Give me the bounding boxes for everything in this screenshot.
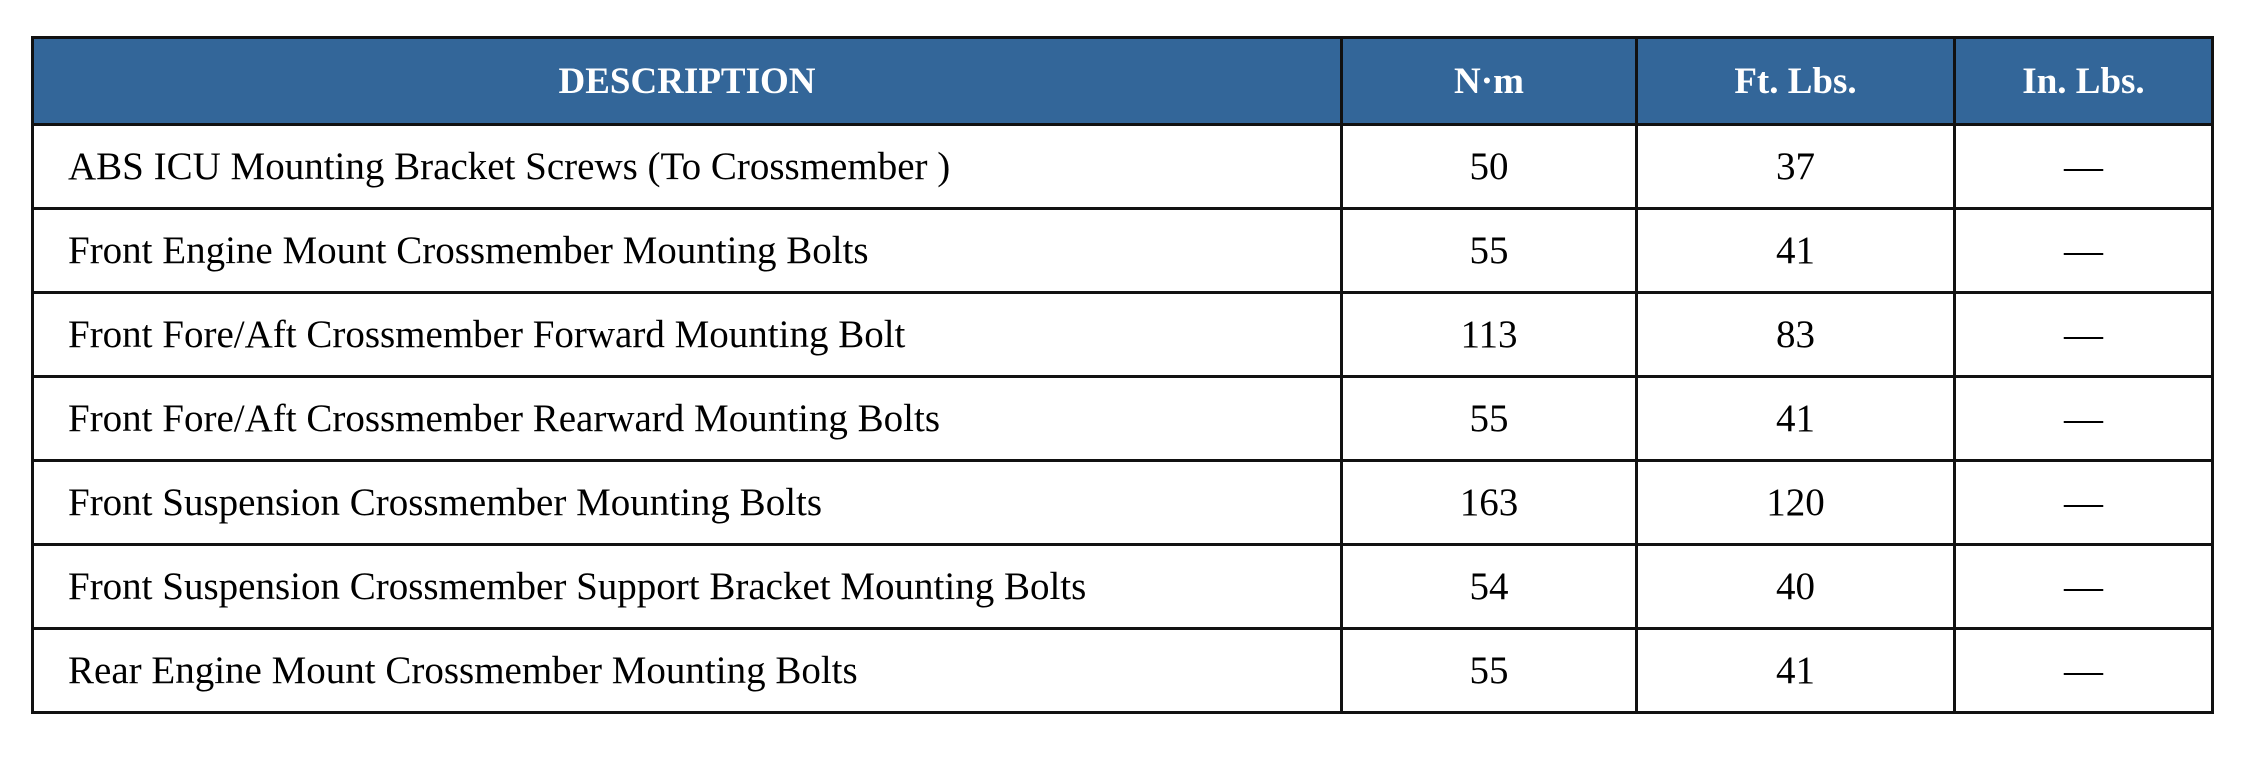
table-row	[33, 125, 2213, 209]
cell-nm: 113	[1342, 293, 1637, 377]
cell-nm: 55	[1342, 209, 1637, 293]
table-row	[33, 461, 2213, 545]
cell-in-lbs: —	[1955, 545, 2213, 629]
cell-description: Front Suspension Crossmember Mounting Bolts	[33, 461, 1342, 545]
cell-in-lbs: —	[1955, 209, 2213, 293]
table-row	[33, 629, 2213, 713]
table-row	[33, 293, 2213, 377]
table-header-row	[33, 38, 2213, 125]
cell-in-lbs: —	[1955, 125, 2213, 209]
cell-ft-lbs: 120	[1637, 461, 1955, 545]
cell-in-lbs: —	[1955, 629, 2213, 713]
cell-in-lbs: —	[1955, 461, 2213, 545]
cell-description: Front Suspension Crossmember Support Bracket Mounting Bolts	[33, 545, 1342, 629]
cell-nm: 55	[1342, 629, 1637, 713]
cell-nm: 55	[1342, 377, 1637, 461]
cell-description: Rear Engine Mount Crossmember Mounting Bolts	[33, 629, 1342, 713]
cell-description: Front Fore/Aft Crossmember Rearward Mounting Bolts	[33, 377, 1342, 461]
cell-ft-lbs: 41	[1637, 209, 1955, 293]
cell-description: ABS ICU Mounting Bracket Screws (To Crossmember )	[33, 125, 1342, 209]
cell-nm: 163	[1342, 461, 1637, 545]
cell-nm: 50	[1342, 125, 1637, 209]
cell-description: Front Engine Mount Crossmember Mounting Bolts	[33, 209, 1342, 293]
header-ft-lbs: Ft. Lbs.	[1637, 38, 1955, 125]
table-row	[33, 545, 2213, 629]
header-in-lbs: In. Lbs.	[1955, 38, 2213, 125]
table-row	[33, 209, 2213, 293]
header-description: DESCRIPTION	[33, 38, 1342, 125]
cell-in-lbs: —	[1955, 293, 2213, 377]
table-row	[33, 377, 2213, 461]
cell-nm: 54	[1342, 545, 1637, 629]
cell-ft-lbs: 83	[1637, 293, 1955, 377]
cell-ft-lbs: 40	[1637, 545, 1955, 629]
cell-ft-lbs: 41	[1637, 377, 1955, 461]
cell-in-lbs: —	[1955, 377, 2213, 461]
torque-spec-table	[31, 36, 2214, 714]
cell-description: Front Fore/Aft Crossmember Forward Mounting Bolt	[33, 293, 1342, 377]
header-nm: N·m	[1342, 38, 1637, 125]
cell-ft-lbs: 41	[1637, 629, 1955, 713]
cell-ft-lbs: 37	[1637, 125, 1955, 209]
